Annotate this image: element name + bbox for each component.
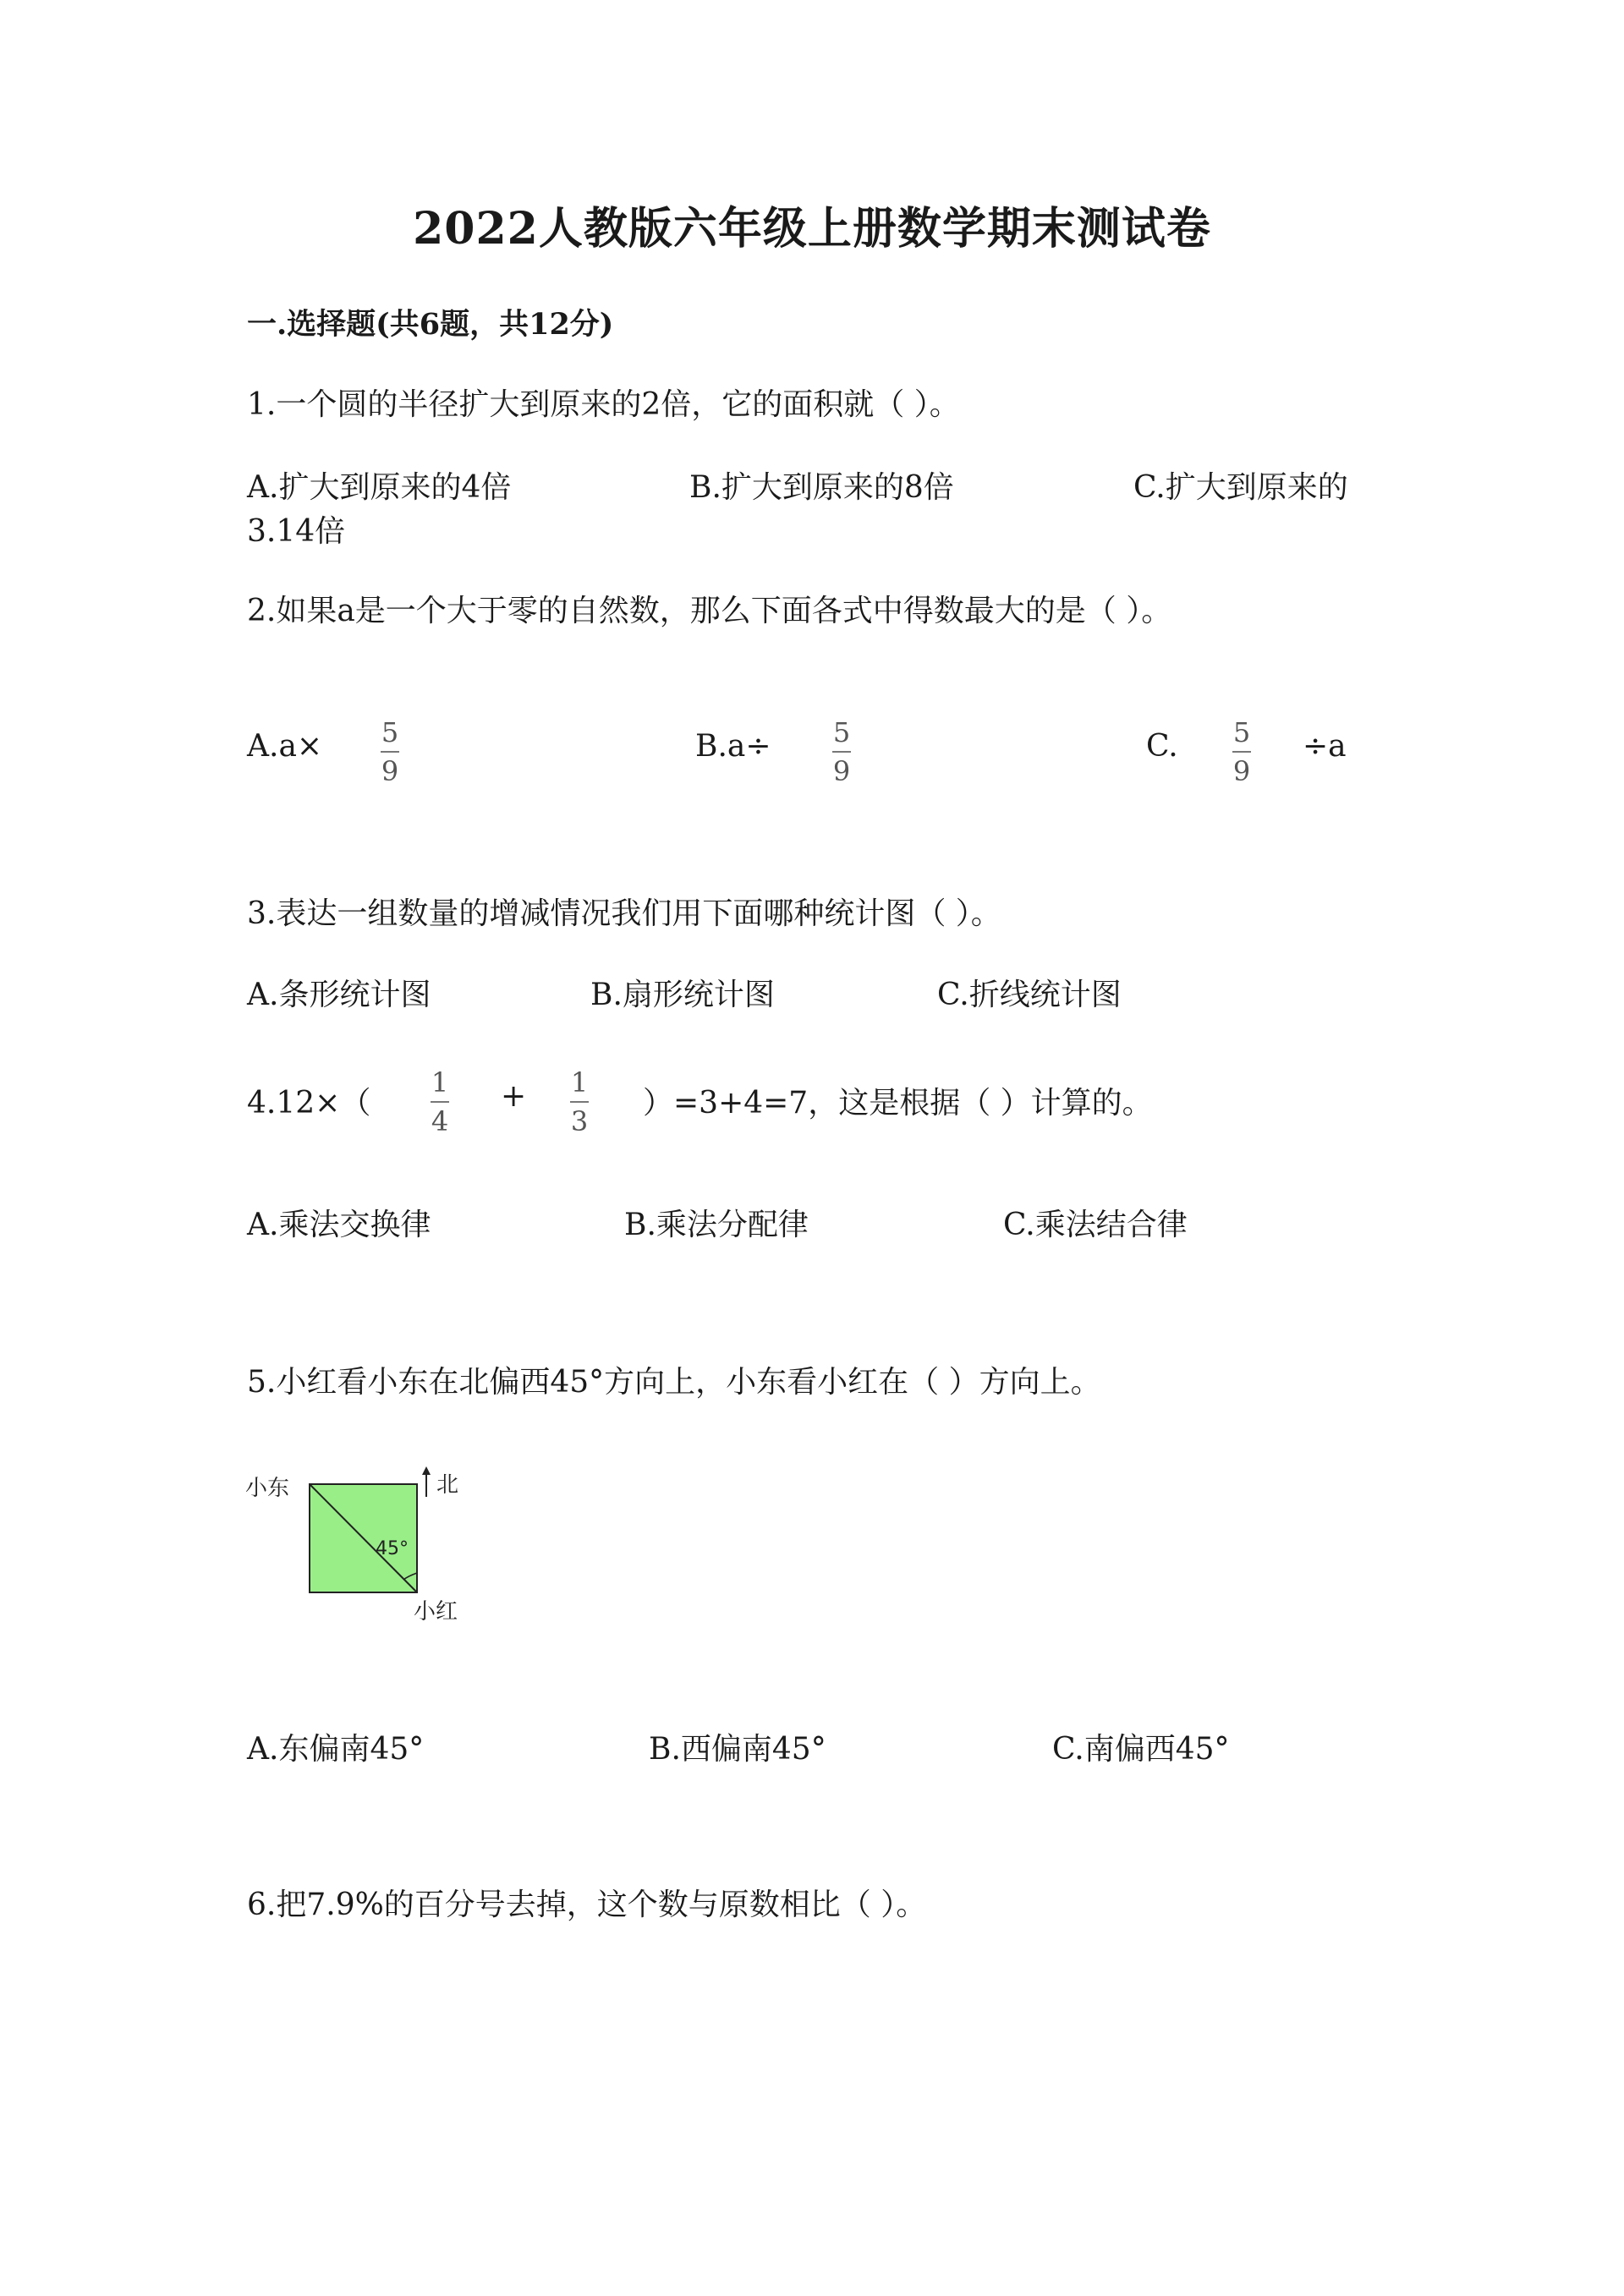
question-2-option-c-fraction (1232, 716, 1251, 787)
question-3-stem: 3.表达一组数量的增减情况我们用下面哪种统计图（ ）。 (247, 896, 1001, 931)
page-title: 2022人教版六年级上册数学期末测试卷 (413, 203, 1211, 255)
fraction-numerator: 1 (431, 1066, 449, 1099)
question-1-option-c-continued: 3.14倍 (247, 514, 346, 549)
question-4-plus: + (501, 1079, 527, 1114)
question-4-prefix: 4.12×（ (247, 1086, 371, 1121)
question-2-option-c-suffix: ÷a (1303, 729, 1347, 764)
question-4-option-c: C.乘法结合律 (1003, 1208, 1188, 1242)
question-1-option-b: B.扩大到原来的8倍 (689, 470, 954, 505)
fraction-numerator: 5 (832, 716, 851, 748)
question-5-option-c: C.南偏西45° (1052, 1732, 1230, 1767)
question-2-option-a-fraction (381, 716, 399, 787)
fraction-denominator: 3 (570, 1105, 589, 1137)
question-1-option-c: C.扩大到原来的 (1133, 470, 1348, 505)
fraction-numerator: 1 (570, 1066, 589, 1099)
direction-diagram-svg (245, 1463, 491, 1632)
question-3-option-a: A.条形统计图 (247, 978, 431, 1012)
question-3-option-c: C.折线统计图 (937, 978, 1122, 1012)
fraction-bar (570, 1101, 589, 1103)
question-2-stem: 2.如果a是一个大于零的自然数，那么下面各式中得数最大的是（ ）。 (247, 594, 1172, 628)
question-4-fraction-1 (431, 1066, 449, 1137)
question-2-option-b-fraction (832, 716, 851, 787)
question-5-stem: 5.小红看小东在北偏西45°方向上，小东看小红在（ ）方向上。 (247, 1365, 1101, 1400)
label-xiaohong: 小红 (414, 1599, 458, 1625)
question-2-option-a: A.a× (247, 729, 323, 764)
question-2-option-b: B.a÷ (695, 729, 771, 764)
label-xiaodong: 小东 (245, 1476, 290, 1501)
fraction-bar (431, 1101, 449, 1103)
question-3-option-b: B.扇形统计图 (590, 978, 775, 1012)
section-heading: 一.选择题(共6题，共12分) (247, 307, 614, 342)
fraction-bar (832, 751, 851, 753)
fraction-numerator: 5 (381, 716, 399, 748)
fraction-denominator: 9 (832, 755, 851, 787)
question-6-stem: 6.把7.9%的百分号去掉，这个数与原数相比（ ）。 (247, 1888, 927, 1922)
fraction-denominator: 9 (381, 755, 399, 787)
label-angle-45: 45° (376, 1538, 409, 1559)
question-2-option-c: C. (1146, 729, 1178, 764)
fraction-numerator: 5 (1232, 716, 1251, 748)
question-4-option-b: B.乘法分配律 (624, 1208, 809, 1242)
north-arrow-icon (422, 1466, 431, 1475)
question-4-fraction-2 (570, 1066, 589, 1137)
fraction-bar (1232, 751, 1251, 753)
label-north: 北 (436, 1472, 459, 1498)
fraction-denominator: 4 (431, 1105, 449, 1137)
question-4-option-a: A.乘法交换律 (247, 1208, 431, 1242)
fraction-denominator: 9 (1232, 755, 1251, 787)
question-1-stem: 1.一个圆的半径扩大到原来的2倍，它的面积就（ ）。 (247, 387, 960, 422)
direction-diagram (245, 1463, 491, 1632)
fraction-bar (381, 751, 399, 753)
question-4-suffix: ）=3+4=7，这是根据（ ）计算的。 (643, 1086, 1153, 1121)
question-5-option-b: B.西偏南45° (649, 1732, 826, 1767)
question-5-option-a: A.东偏南45° (247, 1732, 425, 1767)
question-1-option-a: A.扩大到原来的4倍 (247, 470, 512, 505)
